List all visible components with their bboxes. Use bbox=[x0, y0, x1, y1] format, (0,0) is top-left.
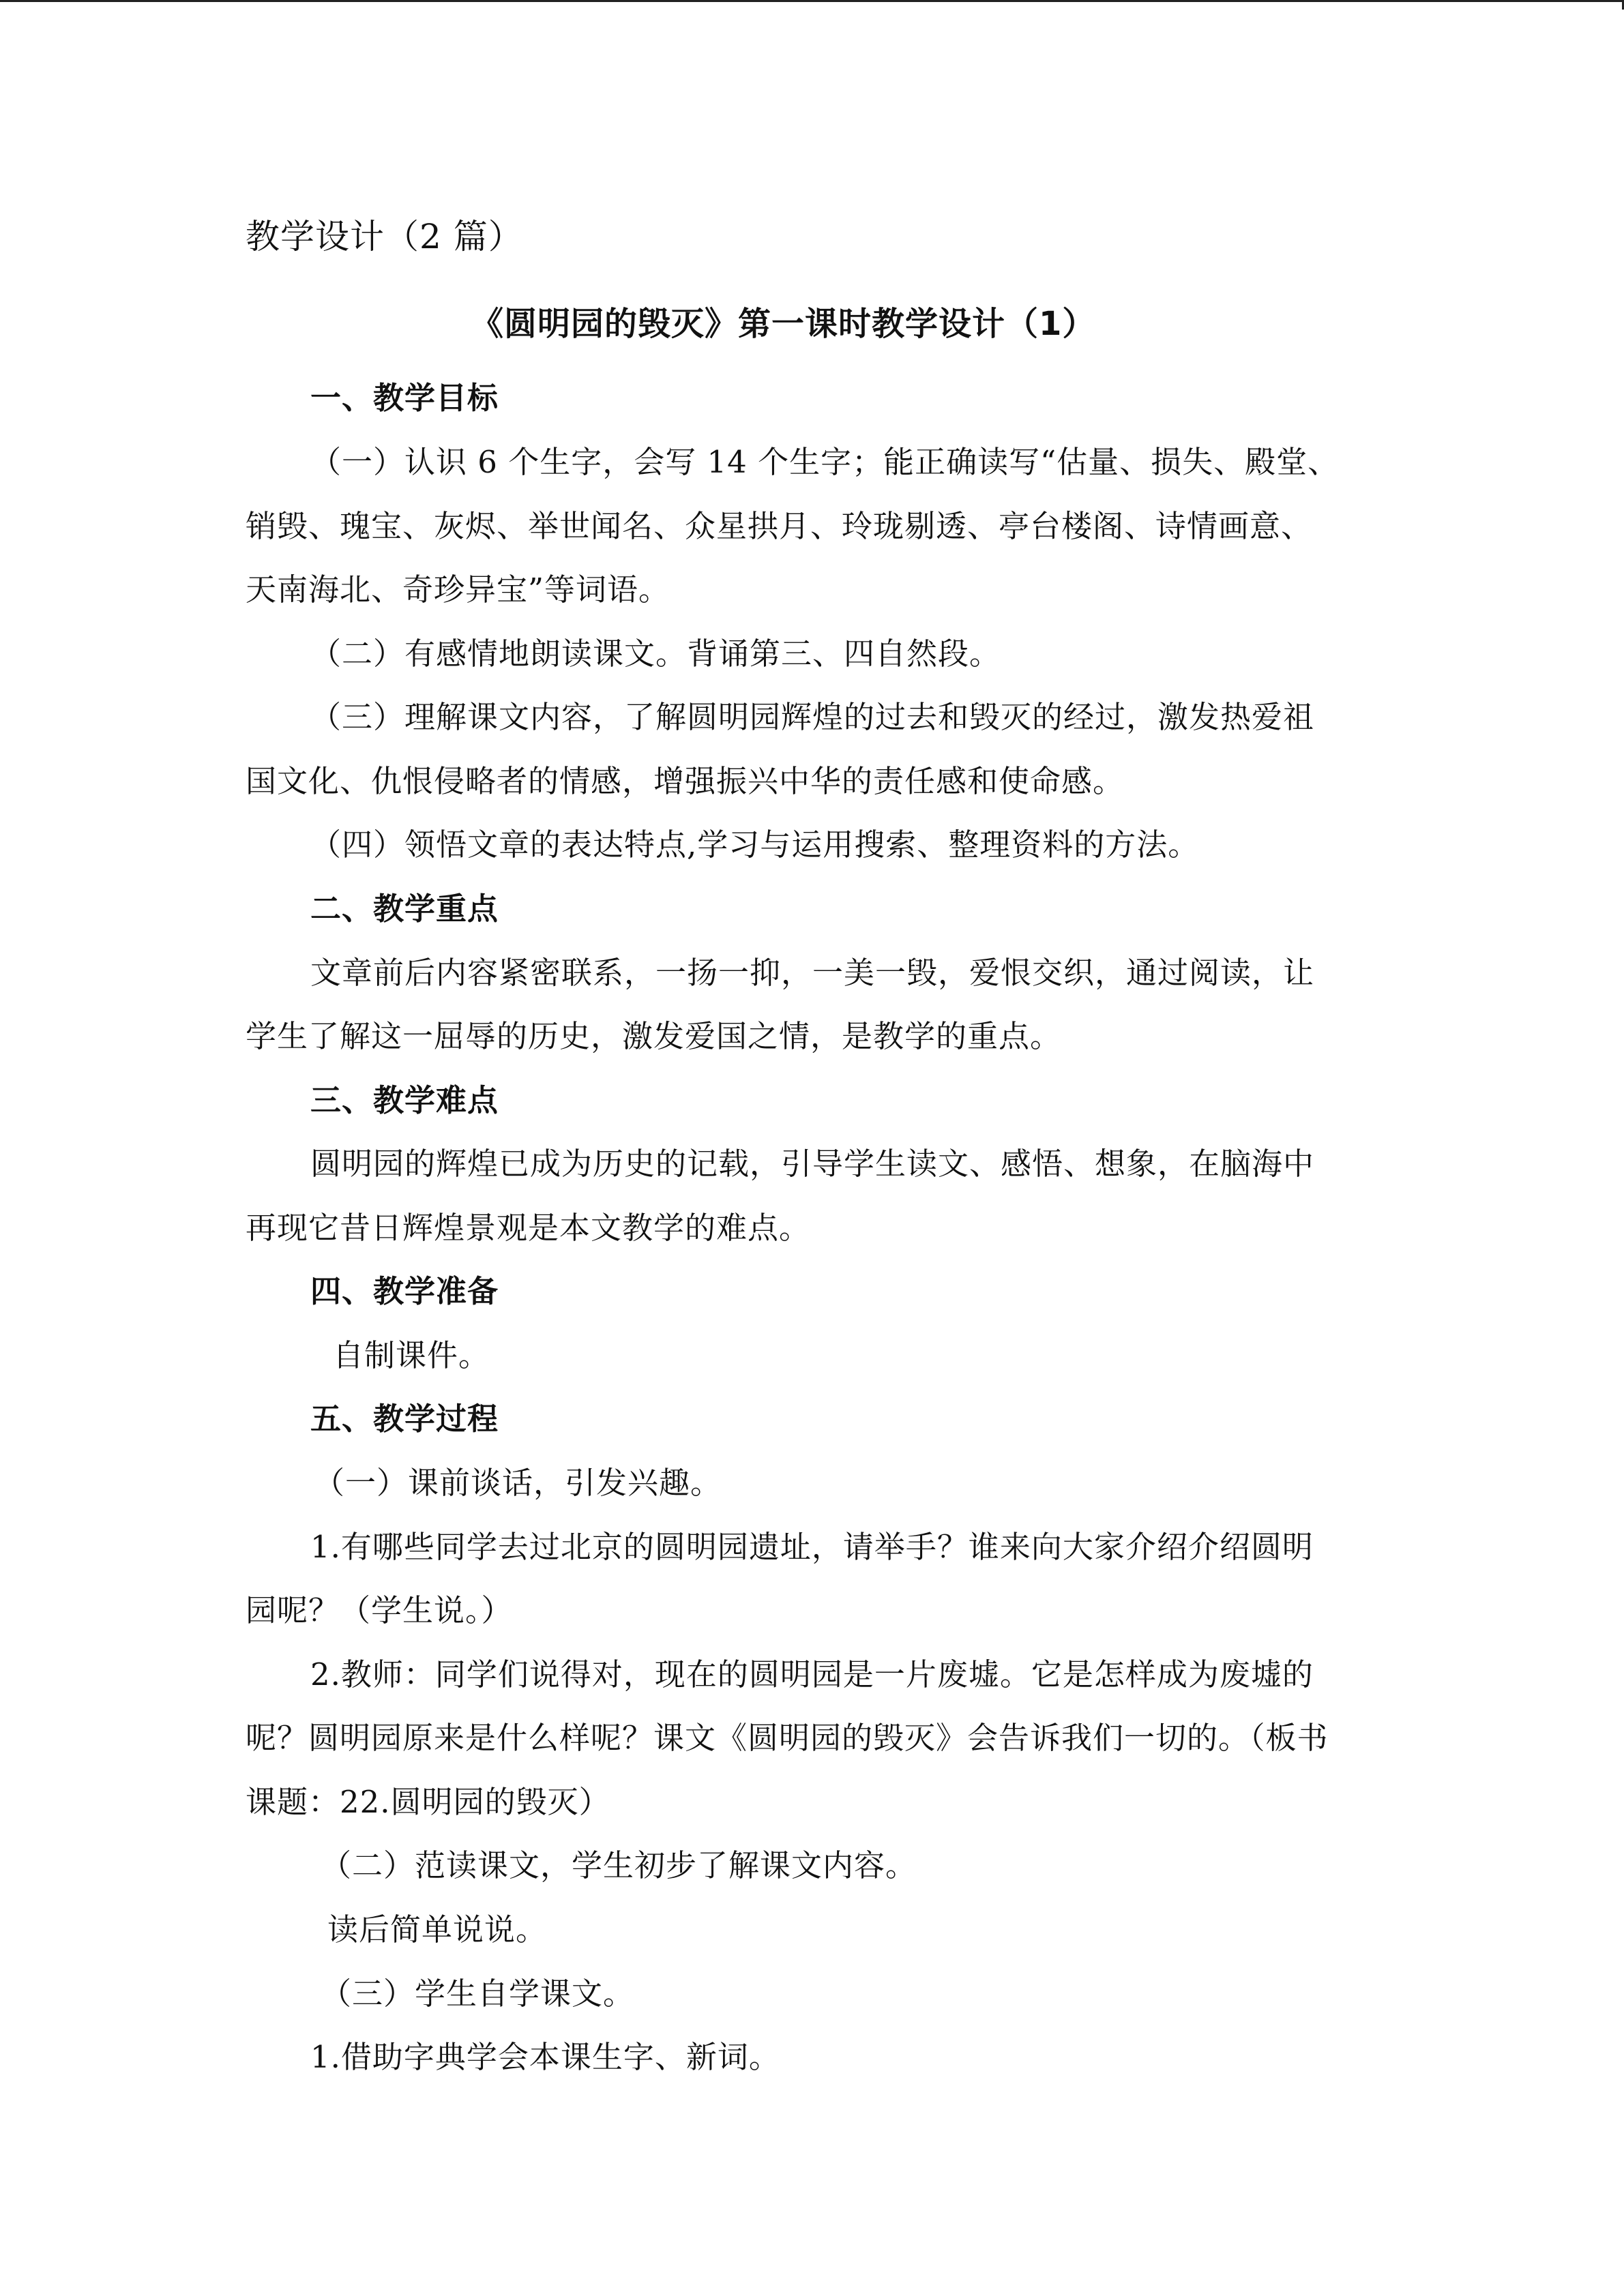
goals-item3-line2: 国文化、仇恨侵略者的情感，增强振兴中华的责任感和使命感。 bbox=[246, 763, 1125, 799]
process-step1: （一）课前谈话，引发兴趣。 bbox=[314, 1465, 722, 1501]
goals-item3-line1: （三）理解课文内容，了解圆明园辉煌的过去和毁灭的经过，激发热爱祖 bbox=[310, 699, 1315, 735]
key-points-line2: 学生了解这一屈辱的历史，激发爱国之情，是教学的重点。 bbox=[246, 1018, 1062, 1054]
process-step1-q2-line3: 课题：22.圆明园的毁灭） bbox=[246, 1784, 610, 1820]
lesson-title: 《圆明园的毁灭》第一课时教学设计（1） bbox=[471, 305, 1096, 343]
goals-item2: （二）有感情地朗读课文。背诵第三、四自然段。 bbox=[310, 636, 1001, 672]
process-step3: （三）学生自学课文。 bbox=[321, 1976, 635, 2012]
process-step1-q1-line1: 1.有哪些同学去过北京的圆明园遗址，请举手？谁来向大家介绍介绍圆明 bbox=[310, 1529, 1314, 1565]
goals-item4: （四）领悟文章的表达特点,学习与运用搜索、整理资料的方法。 bbox=[310, 826, 1200, 863]
document-header: 教学设计（2 篇） bbox=[246, 217, 523, 256]
goals-heading: 一、教学目标 bbox=[310, 380, 499, 416]
process-step1-q2-line2: 呢？圆明园原来是什么样呢？课文《圆明园的毁灭》会告诉我们一切的。（板书 bbox=[246, 1720, 1329, 1756]
difficulties-heading: 三、教学难点 bbox=[310, 1082, 499, 1118]
goals-item1-line3: 天南海北、奇珍异宝”等词语。 bbox=[246, 571, 670, 608]
process-step2: （二）范读课文，学生初步了解课文内容。 bbox=[321, 1847, 917, 1883]
goals-item1-line1: （一）认识 6 个生字，会写 14 个生字；能正确读写“估量、损失、殿堂、 bbox=[310, 444, 1340, 480]
preparation-heading: 四、教学准备 bbox=[310, 1273, 499, 1309]
preparation-text: 自制课件。 bbox=[333, 1337, 490, 1373]
difficulties-line1: 圆明园的辉煌已成为历史的记载，引导学生读文、感悟、想象，在脑海中 bbox=[310, 1146, 1315, 1182]
key-points-line1: 文章前后内容紧密联系，一扬一抑，一美一毁，爱恨交织，通过阅读，让 bbox=[310, 955, 1315, 991]
difficulties-line2: 再现它昔日辉煌景观是本文教学的难点。 bbox=[246, 1210, 811, 1246]
key-points-heading: 二、教学重点 bbox=[310, 891, 499, 927]
process-step1-q1-line2: 园呢？（学生说。） bbox=[246, 1592, 513, 1628]
process-step3-item1: 1.借助字典学会本课生字、新词。 bbox=[310, 2039, 780, 2075]
goals-item1-line2: 销毁、瑰宝、灰烬、举世闻名、众星拱月、玲珑剔透、亭台楼阁、诗情画意、 bbox=[246, 508, 1313, 544]
page-top-border bbox=[0, 0, 1624, 2]
process-heading: 五、教学过程 bbox=[310, 1401, 499, 1437]
process-step1-q2-line1: 2.教师：同学们说得对，现在的圆明园是一片废墟。它是怎样成为废墟的 bbox=[310, 1656, 1314, 1693]
process-step2-note: 读后简单说说。 bbox=[327, 1911, 548, 1948]
